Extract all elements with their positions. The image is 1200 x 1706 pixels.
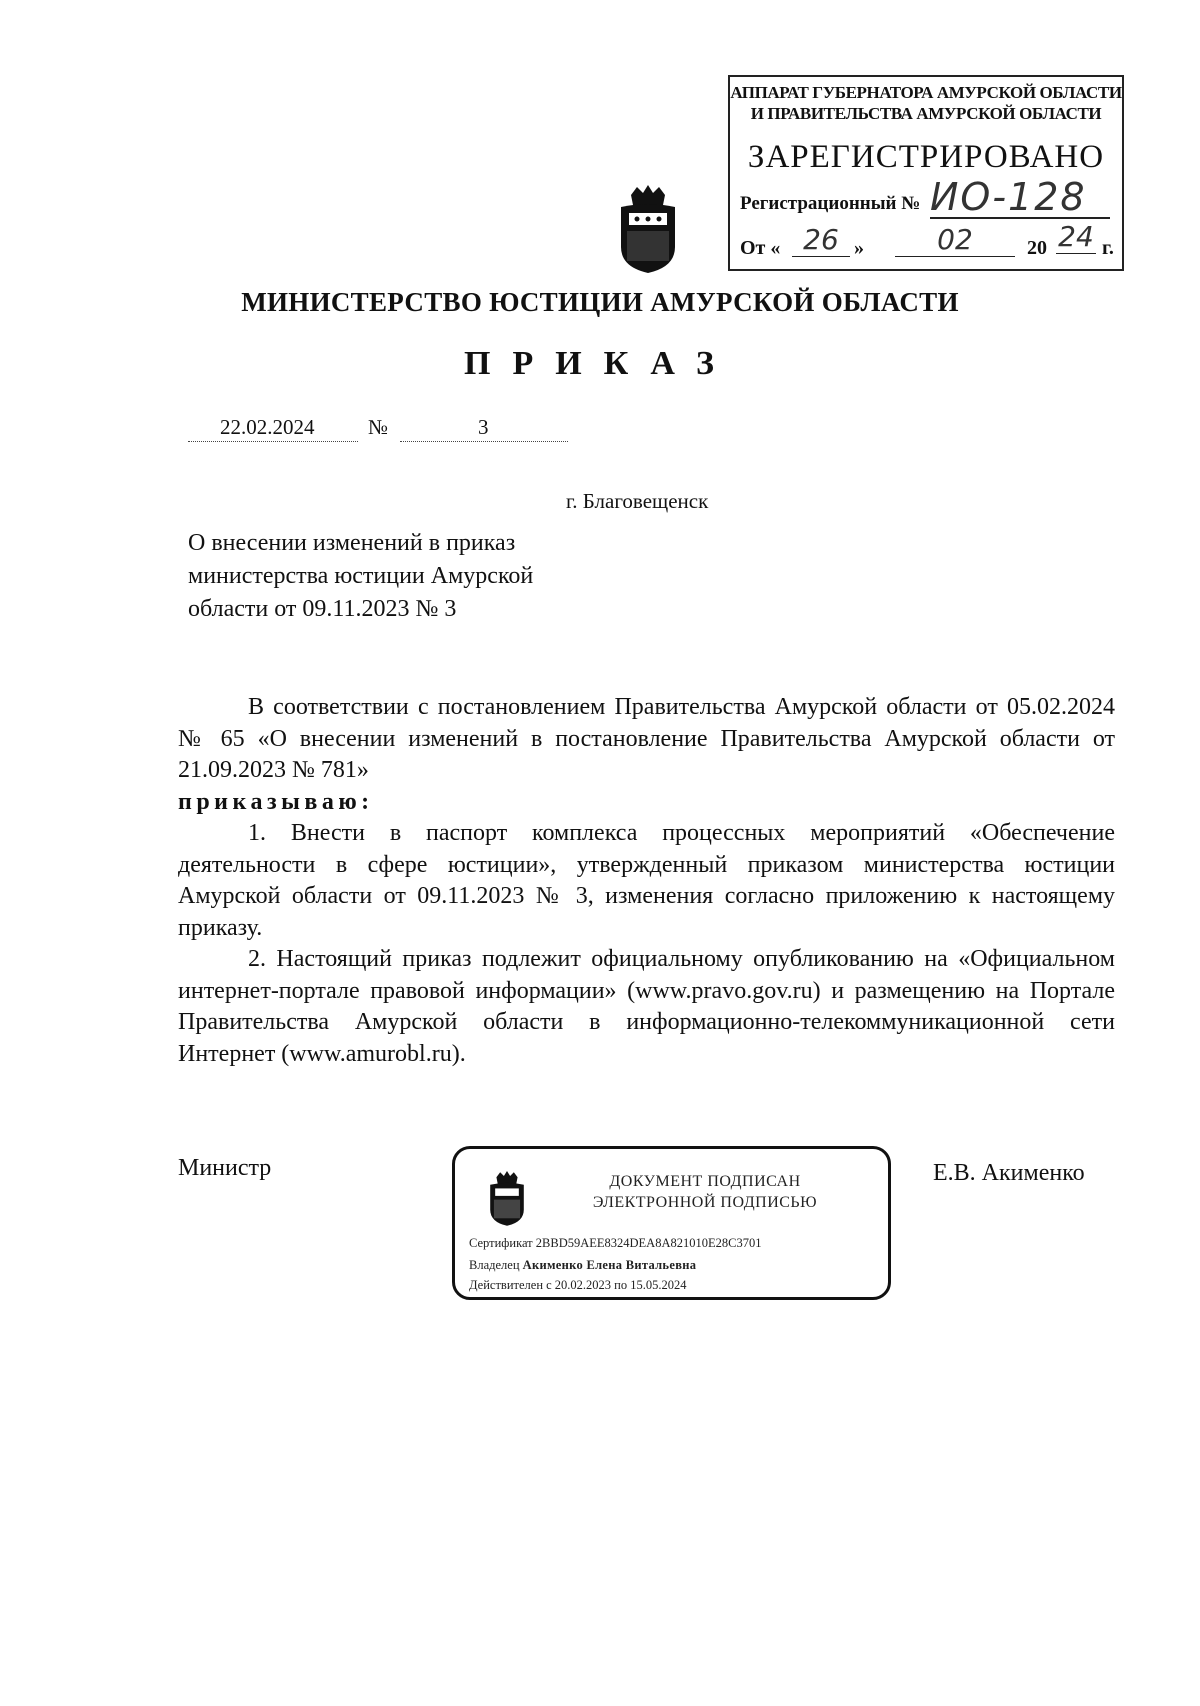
stamp-year-suffix: 24 (1056, 220, 1096, 254)
esig-validity: Действителен с 20.02.2023 по 15.05.2024 (469, 1278, 687, 1292)
esig-certificate (469, 1236, 761, 1251)
esig-owner-label: Владелец (469, 1258, 520, 1272)
stamp-org-line2: И ПРАВИТЕЛЬСТВА АМУРСКОЙ ОБЛАСТИ (750, 104, 1102, 123)
stamp-reg-label: Регистрационный № (740, 193, 921, 214)
coat-of-arms-icon (485, 1171, 529, 1232)
esig-title-line1: ДОКУМЕНТ ПОДПИСАН (609, 1173, 801, 1190)
stamp-reg-number: ИО-128 (930, 177, 1110, 219)
stamp-day: 26 (792, 223, 850, 257)
order-body (178, 692, 1115, 1070)
coat-of-arms-icon (617, 185, 679, 280)
esig-cert-label: Сертификат (469, 1236, 533, 1250)
stamp-quote-close: » (854, 237, 864, 259)
decree-word: приказываю: (178, 788, 374, 815)
order-item-1: 1. Внести в паспорт комплекса процессных мероприятий «Обеспечение деятельности в сфере юстиции», утвержденный приказом министерства юстиции Амурской области от 09.11.2023 № 3, изменения согласно приложению к настоящему приказу. (178, 820, 1115, 941)
registration-stamp (728, 75, 1124, 271)
signer-position: Министр (178, 1155, 272, 1181)
document-type-title: ПРИКАЗ (464, 345, 736, 382)
esig-owner (469, 1258, 696, 1273)
stamp-month: 02 (895, 223, 1015, 257)
esig-cert-value: 2BBD59AEE8324DEA8A821010E28C3701 (535, 1236, 762, 1250)
number-underline (400, 441, 568, 442)
stamp-status: ЗАРЕГИСТРИРОВАНО (747, 139, 1105, 175)
stamp-year-unit: г. (1102, 237, 1114, 259)
electronic-signature-stamp (452, 1146, 891, 1300)
order-number: 3 (478, 415, 489, 439)
order-subject: О внесении изменений в приказ министерства юстиции Амурской области от 09.11.2023 № 3 (188, 530, 534, 622)
city: г. Благовещенск (566, 489, 709, 513)
esig-owner-value: Акименко Елена Витальевна (522, 1258, 697, 1272)
date-underline (188, 441, 358, 442)
stamp-date-prefix: От « (740, 237, 781, 259)
ministry-title: МИНИСТЕРСТВО ЮСТИЦИИ АМУРСКОЙ ОБЛАСТИ (241, 287, 959, 317)
order-date: 22.02.2024 (220, 415, 315, 439)
preamble: В соответствии с постановлением Правительства Амурской области от 05.02.2024 № 65 «О внесении изменений в постановление Правительства Амурской области от 21.09.2023 № 781» (178, 694, 1115, 783)
signer-name: Е.В. Акименко (933, 1160, 1085, 1186)
order-date-number (188, 415, 578, 443)
order-number-label: № (368, 415, 389, 439)
stamp-year-prefix: 20 (1027, 237, 1047, 259)
order-item-2: 2. Настоящий приказ подлежит официальному опубликованию на «Официальном интернет-портале правовой информации» (www.pravo.gov.ru) и размещению на Портале Правительства Амурской области в информационно-телекоммуникационной сети Интернет (www.amurobl.ru). (178, 946, 1115, 1067)
stamp-org-line1: АППАРАТ ГУБЕРНАТОРА АМУРСКОЙ ОБЛАСТИ (730, 83, 1122, 102)
esig-title-line2: ЭЛЕКТРОННОЙ ПОДПИСЬЮ (592, 1194, 818, 1211)
